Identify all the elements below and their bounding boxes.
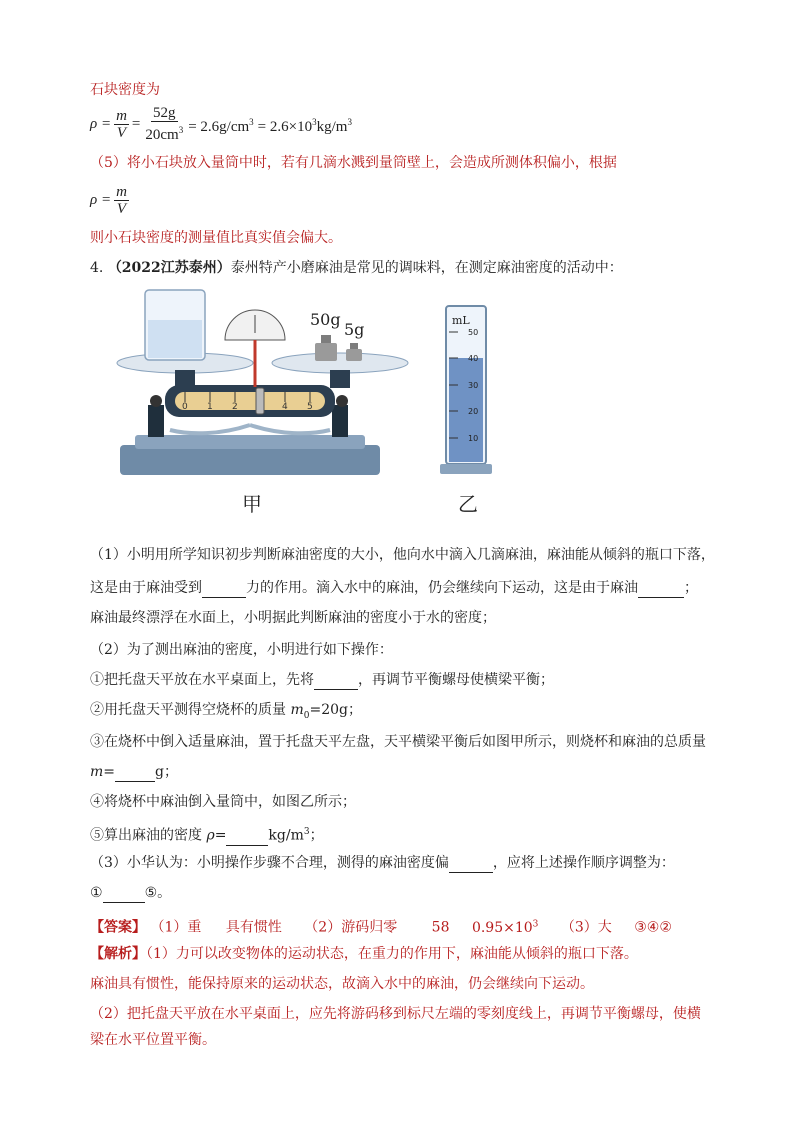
question-source: （2022江苏泰州） bbox=[107, 260, 231, 276]
result-gcm3: = $2.6g/cm^3$ bbox=[188, 116, 254, 135]
analysis-3: （2）把托盘天平放在水平桌面上，应先将游码移到标尺左端的零刻度线上，再调节平衡螺母，使横 bbox=[90, 1006, 701, 1022]
svg-text:5g: 5g bbox=[344, 320, 365, 339]
step-5: ⑤算出麻油的密度 $\rho= kg/m^3$； bbox=[90, 827, 324, 844]
svg-text:4: 4 bbox=[282, 402, 288, 412]
svg-text:5: 5 bbox=[307, 402, 313, 412]
conclusion: 则小石块密度的测量值比真实值会偏大。 bbox=[90, 230, 342, 246]
svg-text:0: 0 bbox=[182, 402, 188, 412]
density-formula-2: ρ = $\frac{m}{V}$ bbox=[90, 183, 127, 217]
svg-text:1: 1 bbox=[207, 402, 213, 412]
analysis-label: 【解析】 bbox=[90, 946, 146, 962]
answer: 【答案】 （1）重 具有惯性 （2）游码归零 58 $0.95\times 10^3$ （3）大 ③④② bbox=[90, 919, 672, 936]
m-over-v: $\frac{m}{V}$ bbox=[116, 107, 127, 141]
step-1: ①把托盘天平放在水平桌面上，先将 ，再调节平衡螺母使横梁平衡； bbox=[90, 672, 554, 688]
part-1-line-3: 麻油最终漂浮在水面上，小明据此判断麻油的密度小于水的密度； bbox=[90, 610, 496, 626]
svg-text:40: 40 bbox=[468, 354, 479, 363]
blank-mass[interactable] bbox=[115, 767, 155, 782]
step-3-mass: m= g； bbox=[90, 764, 178, 780]
answer-label: 【答案】 bbox=[90, 919, 146, 936]
balance-nut-right bbox=[336, 395, 348, 407]
caption-jia: 甲 bbox=[242, 492, 262, 516]
part-2-intro: （2）为了测出麻油的密度，小明进行如下操作： bbox=[90, 642, 393, 658]
question-4-header: 4. （2022江苏泰州）泰州特产小磨麻油是常见的调味料，在测定麻油密度的活动中： bbox=[90, 260, 623, 276]
part-3: （3）小华认为：小明操作步骤不合理，测得的麻油密度偏 ，应将上述操作顺序调整为： bbox=[90, 855, 675, 871]
density-intro: 石块密度为 bbox=[90, 82, 160, 98]
svg-text:2: 2 bbox=[232, 402, 238, 412]
question-stem: 泰州特产小磨麻油是常见的调味料，在测定麻油密度的活动中： bbox=[230, 260, 623, 276]
svg-text:30: 30 bbox=[468, 381, 479, 390]
step-4: ④将烧杯中麻油倒入量筒中，如图乙所示； bbox=[90, 794, 356, 810]
density-formula: ρ = $\frac{m}{V}$ = $\frac{52g}{20cm^3}$ = $2.6g/cm^3$ = $2.6\times 10^3kg/m^3$ bbox=[90, 105, 352, 143]
mass-over-volume: $\frac{52g}{20cm^3}$ bbox=[145, 105, 184, 143]
svg-text:50: 50 bbox=[468, 328, 479, 337]
blank-step-1[interactable] bbox=[314, 675, 358, 690]
step-2: ②用托盘天平测得空烧杯的质量 $m_0=20g$； bbox=[90, 702, 362, 721]
analysis-2: 麻油具有惯性，能保持原来的运动状态，故滴入水中的麻油，仍会继续向下运动。 bbox=[90, 976, 594, 992]
rider bbox=[256, 388, 264, 414]
cylinder-figure bbox=[440, 298, 500, 478]
blank-bias[interactable] bbox=[449, 858, 493, 873]
result-kgm3: = $2.6\times 10^3kg/m^3$ bbox=[257, 116, 352, 135]
blank-inertia[interactable] bbox=[638, 583, 684, 598]
cylinder-unit: mL bbox=[452, 314, 470, 327]
blank-order[interactable] bbox=[103, 888, 145, 903]
blank-density[interactable] bbox=[226, 831, 268, 846]
weight-5g bbox=[344, 320, 364, 361]
svg-text:50g: 50g bbox=[310, 310, 341, 329]
item-5: （5）将小石块放入量筒中时，若有几滴水溅到量筒壁上，会造成所测体积偏小，根据 bbox=[90, 155, 617, 171]
blank-force[interactable] bbox=[202, 583, 246, 598]
part-1-line-2: 这是由于麻油受到 力的作用。滴入水中的麻油，仍会继续向下运动，这是由于麻油 ； bbox=[90, 580, 698, 596]
oil-liquid bbox=[148, 320, 202, 358]
balance-figure bbox=[110, 285, 420, 480]
part-3-order: ① ⑤。 bbox=[90, 885, 172, 901]
svg-text:10: 10 bbox=[468, 434, 479, 443]
rho-symbol: ρ = bbox=[90, 116, 112, 132]
analysis-4: 梁在水平位置平衡。 bbox=[90, 1032, 216, 1048]
balance-nut-left bbox=[150, 395, 162, 407]
caption-yi: 乙 bbox=[458, 492, 478, 516]
analysis-1: 【解析】（1）力可以改变物体的运动状态，在重力的作用下，麻油能从倾斜的瓶口下落。 bbox=[90, 946, 638, 962]
part-1-line-1: （1）小明用所学知识初步判断麻油密度的大小，他向水中滴入几滴麻油，麻油能从倾斜的瓶口下落， bbox=[90, 547, 715, 563]
step-3: ③在烧杯中倒入适量麻油，置于托盘天平左盘，天平横梁平衡后如图甲所示，则烧杯和麻油的总质量 bbox=[90, 734, 706, 750]
svg-text:20: 20 bbox=[468, 407, 479, 416]
